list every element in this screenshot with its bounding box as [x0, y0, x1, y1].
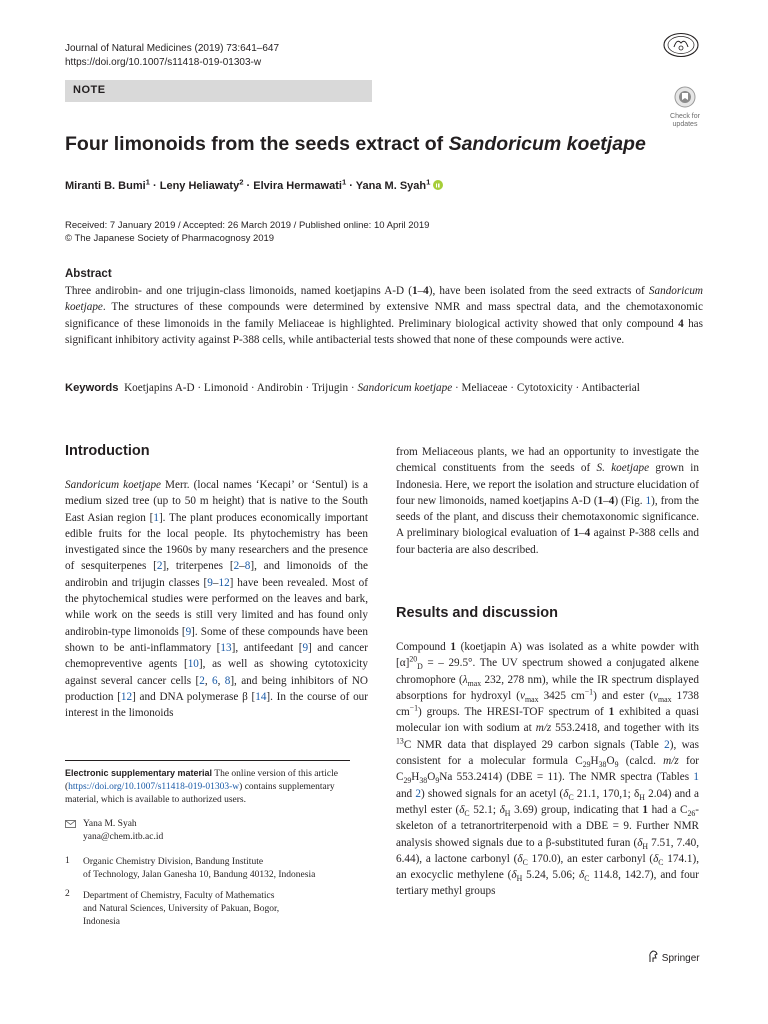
- affiliation-line: Indonesia: [83, 917, 120, 928]
- introduction-text: Sandoricum koetjape Merr. (local names ‘Kecapi’ or ‘Sentul) is a medium sized tree (up to 50 m height) that is native to the South East Asian region [1]. The plant produces economically important edible fruits for the local people. Its phytochemistry has been investigated since the 1960s by many researchers and the presence of sesquiterpenes [2], triterpenes [2–8], and limonoids of the andirobin and trijugin classes [9–12] have been revealed. Most of the phytochemical studies were performed on the leaves and bark, while work on the seeds is still very limited and has found only andirobin-type limonoids [9]. Some of these compounds have been shown to be anti-inflammatory [13], antifeedant [9] and cancer chemopreventive agents [10], as well as showing cytotoxicity against several cancer cells [2, 6, 8], and being inhibitors of NO production [12] and DNA polymerase β [14]. In the course of our interest in the limonoids: [65, 479, 369, 720]
- envelope-icon: [65, 820, 76, 828]
- orcid-icon[interactable]: [433, 180, 443, 190]
- supplementary-material-note: [65, 767, 350, 808]
- dates-line: Received: 7 January 2019 / Accepted: 26 March 2019 / Published online: 10 April 2019: [65, 220, 430, 231]
- copyright-line: © The Japanese Society of Pharmacognosy 2019: [65, 233, 275, 244]
- author-affiliation-mark: 1: [426, 177, 431, 187]
- abstract-text: Three andirobin- and one trijugin-class limonoids, named koetjapins A-D (1–4), have been isolated from the seed extracts of Sandoricum koetjape. The structures of these compounds were determined by extensive NMR and mass spectral data, and the chemotaxonomic significance of these limonoids in the family Meliaceae is highlighted. Preliminary biological activity showed that only compound 4 has significant inhibitory activity against P-388 cells, while antibacterial tests showed that none of these compounds were active.: [65, 285, 703, 346]
- affiliation-number: 2: [65, 889, 70, 899]
- article-title: [65, 133, 646, 156]
- results-text: Compound 1 (koetjapin A) was isolated as a white powder with $[\alpha]^{20}_D$ = – 29.5°. The UV spectrum showed a conjugated alkene chromophore ($\lambda_{max}$ 232, 278 nm), while the IR spectrum displayed absorptions for hydroxyl ($\nu_{max}$ 3425 $cm^{-1}$) and ester ($\nu_{max}$ 1738 $cm^{-1}$) groups. The HRESI-TOF spectrum of 1 exhibited a quasi molecular ion with sodium at m/z 553.2418, and together with its $^{13}$C NMR data that displayed 29 carbon signals (Table 2), was consistent for a molecular formula $C_{29}H_{38}O_9$ (calcd. m/z for $C_{29}H_{38}O_9Na$ 553.2414) (DBE = 11). The NMR spectra (Tables 1 and 2) showed signals for an acetyl ($\delta_C$ 21.1, 170,1; $\delta_H$ 2.04) and a methyl ester ($\delta_C$ 52.1; $\delta_H$ 3.69) group, indicating that 1 had a $C_{26}$-skeleton of a tetranortriterpenoid with a DBE = 9. Further NMR analysis showed signals due to a β-substituted furan ($\delta_H$ 7.51, 7.40, 6.44), a lactone carbonyl ($\delta_C$ 170.0), an ester carbonyl ($\delta_C$ 174.1), an exocyclic methylene ($\delta_H$ 5.24, 5.06; $\delta_C$ 114.8, 142.7), and four tertiary methyl groups: [396, 641, 700, 898]
- author-name[interactable]: Miranti B. Bumi: [65, 180, 146, 192]
- journal-citation: Journal of Natural Medicines (2019) 73:641–647: [65, 43, 280, 54]
- correspondence: [65, 820, 76, 833]
- author-affiliation-mark: 2: [239, 177, 244, 187]
- affiliation-line: of Technology, Jalan Ganesha 10, Bandung 40132, Indonesia: [83, 870, 316, 881]
- author-name[interactable]: Leny Heliawaty: [159, 180, 240, 192]
- article-type-label: NOTE: [73, 84, 106, 96]
- abstract-heading: Abstract: [65, 268, 112, 280]
- correspondence-name: Yana M. Syah: [83, 819, 137, 829]
- publication-dates: [65, 219, 429, 245]
- author-affiliation-mark: 1: [341, 177, 347, 187]
- affiliation-line: Organic Chemistry Division, Bandung Institute: [83, 857, 264, 867]
- esm-text1: The online version of this article (: [65, 769, 339, 793]
- check-updates-line1: Check for: [670, 113, 700, 120]
- introduction-heading: Introduction: [65, 443, 150, 459]
- keywords: Keywords Koetjapins A-D · Limonoid · Andirobin · Trijugin · Sandoricum koetjape · Meliaceae · Cytotoxicity · Antibacterial: [65, 382, 640, 394]
- journal-logo-icon: [662, 32, 700, 58]
- correspondence-email[interactable]: yana@chem.itb.ac.id: [83, 832, 164, 843]
- publisher-name: Springer: [661, 953, 700, 964]
- springer-horse-icon: [647, 950, 659, 963]
- author-list: Miranti B. Bumi$^1$ · Leny Heliawaty$^2$ · Elvira Hermawati$^1$ · Yana M. Syah$^1$: [65, 180, 443, 192]
- esm-label: Electronic supplementary material: [65, 768, 213, 778]
- affiliation-line: Department of Chemistry, Faculty of Mathematics: [83, 891, 275, 901]
- affiliation-number: 1: [65, 856, 70, 866]
- journal-header: [65, 42, 279, 70]
- title-prefix: Four limonoids from the seeds extract of: [65, 133, 449, 155]
- affiliation-line: and Natural Sciences, University of Pakuan, Bogor,: [83, 904, 280, 915]
- check-for-updates-badge[interactable]: [667, 86, 703, 129]
- results-heading: Results and discussion: [396, 605, 558, 621]
- affiliation-2: [83, 890, 279, 930]
- doi-link[interactable]: https://doi.org/10.1007/s11418-019-01303-w: [65, 57, 262, 68]
- footnote-divider: [65, 760, 350, 761]
- check-updates-icon: [667, 86, 703, 108]
- publisher-footer: [647, 950, 700, 964]
- note-bar: [65, 80, 372, 102]
- title-species: Sandoricum koetjape: [448, 133, 646, 155]
- author-name[interactable]: Elvira Hermawati: [253, 180, 342, 192]
- esm-text2: ) contains supplementary material, which is available to authorized users.: [65, 782, 335, 806]
- introduction-text-continued: from Meliaceous plants, we had an opportunity to investigate the chemical constituents from the seeds of S. koetjape grown in Indonesia. Here, we report the isolation and structure elucidation of four new limonoids, named koetjapins A-D (1–4) (Fig. 1), from the seeds of the plant, and discuss their chemotaxonomic significance. A preliminary biological evaluation of 1–4 against P-388 cells and four bacteria are also described.: [396, 446, 700, 556]
- affiliation-1: [83, 856, 315, 882]
- check-updates-line2: updates: [672, 121, 698, 128]
- author-affiliation-mark: 1: [145, 177, 150, 187]
- correspondence-block: [83, 818, 163, 844]
- esm-link[interactable]: https://doi.org/10.1007/s11418-019-01303-w: [68, 782, 240, 793]
- keywords-heading: Keywords: [65, 382, 119, 394]
- author-name[interactable]: Yana M. Syah: [355, 180, 427, 192]
